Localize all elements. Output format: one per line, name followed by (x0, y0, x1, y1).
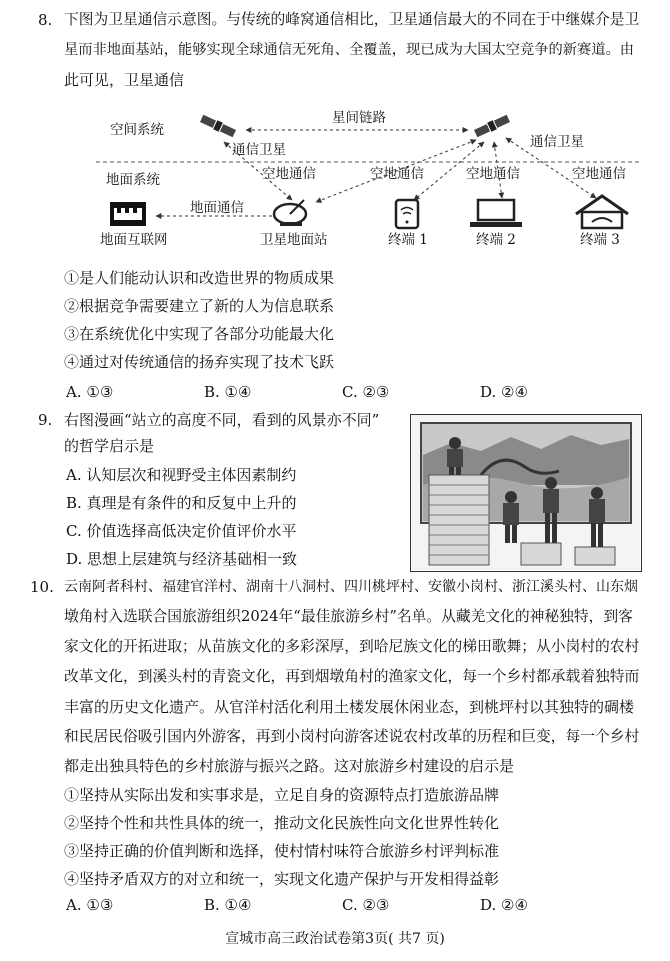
q10-option-2: ②坚持个性和共性具体的统一，推动文化民族性向文化世界性转化 (64, 814, 500, 832)
q10-option-3: ③坚持正确的价值判断和选择，使村情村味符合旅游乡村评判标准 (64, 842, 500, 860)
label-sg-1: 空地通信 (262, 166, 316, 182)
label-sg-2: 空地通信 (370, 166, 424, 182)
q10-line-4: 改革文化，到溪头村的青瓷文化，再到烟墩角村的渔家文化，每一个乡村都承载着独特而 (64, 668, 640, 685)
q8-option-4: ④通过对传统通信的扬弃实现了技术飞跃 (64, 353, 335, 371)
q8-option-1: ①是人们能动认识和改造世界的物质成果 (64, 269, 335, 287)
q10-choice-d: D. ②④ (480, 896, 528, 914)
satellite-left-icon (200, 114, 237, 138)
label-sg-4: 空地通信 (572, 166, 626, 182)
q8-choice-b: B. ①④ (204, 383, 252, 401)
q9-option-a: A. 认知层次和视野受主体因素制约 (66, 466, 297, 484)
q9-number: 9. (38, 411, 53, 429)
label-t1: 终端 1 (388, 232, 428, 248)
q8-line-2: 星而非地面基站，能够实现全球通信无死角、全覆盖，现已成为大国太空竞争的新赛道。由 (64, 42, 635, 58)
label-isl: 星间链路 (332, 110, 386, 126)
q8-choice-a: A. ①③ (66, 383, 114, 401)
internet-icon (110, 202, 146, 226)
q8-line-1: 下图为卫星通信示意图。与传统的峰窝通信相比，卫星通信最大的不同在于中继媒介是卫 (64, 11, 640, 28)
satellite-right-icon (474, 114, 511, 138)
q10-option-4: ④坚持矛盾双方的对立和统一，实现文化遗产保护与开发相得益彰 (64, 870, 500, 888)
q9-option-c: C. 价值选择高低决定价值评价水平 (66, 522, 297, 540)
q10-number: 10. (30, 578, 54, 596)
cartoon-image (410, 414, 642, 572)
q9-line-2: 的哲学启示是 (64, 437, 155, 455)
label-station: 卫星地面站 (260, 232, 328, 248)
label-ground-system: 地面系统 (106, 172, 160, 188)
q8-option-2: ②根据竞争需要建立了新的人为信息联系 (64, 297, 335, 315)
q10-choice-b: B. ①④ (204, 896, 252, 914)
label-t3: 终端 3 (580, 232, 620, 248)
satellite-diagram (96, 104, 640, 254)
q10-line-5: 丰富的历史文化遗产。从官洋村活化利用土楼发展休闲业态，到桃坪村以其独特的碉楼 (64, 698, 635, 716)
q10-line-1: 云南阿者科村、福建官洋村、湖南十八洞村、四川桃坪村、安徽小岗村、浙江溪头村、山东烟 (64, 579, 638, 595)
label-space-system: 空间系统 (110, 122, 164, 138)
q8-number: 8. (38, 11, 53, 29)
q8-line-3: 此可见，卫星通信 (64, 71, 185, 89)
coin-stack (429, 475, 489, 565)
label-sat-left: 通信卫星 (232, 142, 286, 158)
station-dish-icon (274, 200, 306, 226)
q10-line-2: 墩角村入选联合国旅游组织2024年“最佳旅游乡村”名单。从藏羌文化的神秘独特，到客 (64, 608, 633, 625)
q9-line-1: 右图漫画“站立的高度不同，看到的风景亦不同” (64, 411, 380, 429)
q8-choice-d: D. ②④ (480, 383, 528, 401)
terminal-3-icon (576, 196, 628, 228)
cartoon-drawing (411, 415, 640, 570)
q10-line-6: 和民居民俗吸引国内外游客，再到小岗村向游客述说农村改革的历程和巨变，每一个乡村 (64, 728, 640, 745)
q10-line-3: 家文化的开拓进取；从苗族文化的多彩深厚，到哈尼族文化的梯田歌舞；从小岗村的农村 (64, 638, 640, 655)
terminal-1-icon (396, 200, 418, 228)
label-sg-3: 空地通信 (466, 166, 520, 182)
terminal-2-icon (470, 200, 522, 227)
q8-option-3: ③在系统优化中实现了各部分功能最大化 (64, 325, 335, 343)
diagram-lines (96, 104, 640, 254)
q8-choice-c: C. ②③ (342, 383, 390, 401)
label-sat-right: 通信卫星 (530, 134, 584, 150)
q10-line-7: 都走出独具特色的乡村旅游与振兴之路。这对旅游乡村建设的启示是 (64, 757, 515, 775)
q10-choice-c: C. ②③ (342, 896, 390, 914)
label-t2: 终端 2 (476, 232, 516, 248)
label-ground-comm: 地面通信 (190, 200, 244, 216)
label-internet: 地面互联网 (100, 232, 168, 248)
q10-option-1: ①坚持从实际出发和实事求是，立足自身的资源特点打造旅游品牌 (64, 786, 500, 804)
q9-option-b: B. 真理是有条件的和反复中上升的 (66, 494, 297, 512)
page-footer: 宣城市高三政治试卷第3页( 共7 页) (225, 931, 445, 947)
q10-choice-a: A. ①③ (66, 896, 114, 914)
q9-option-d: D. 思想上层建筑与经济基础相一致 (66, 550, 298, 568)
